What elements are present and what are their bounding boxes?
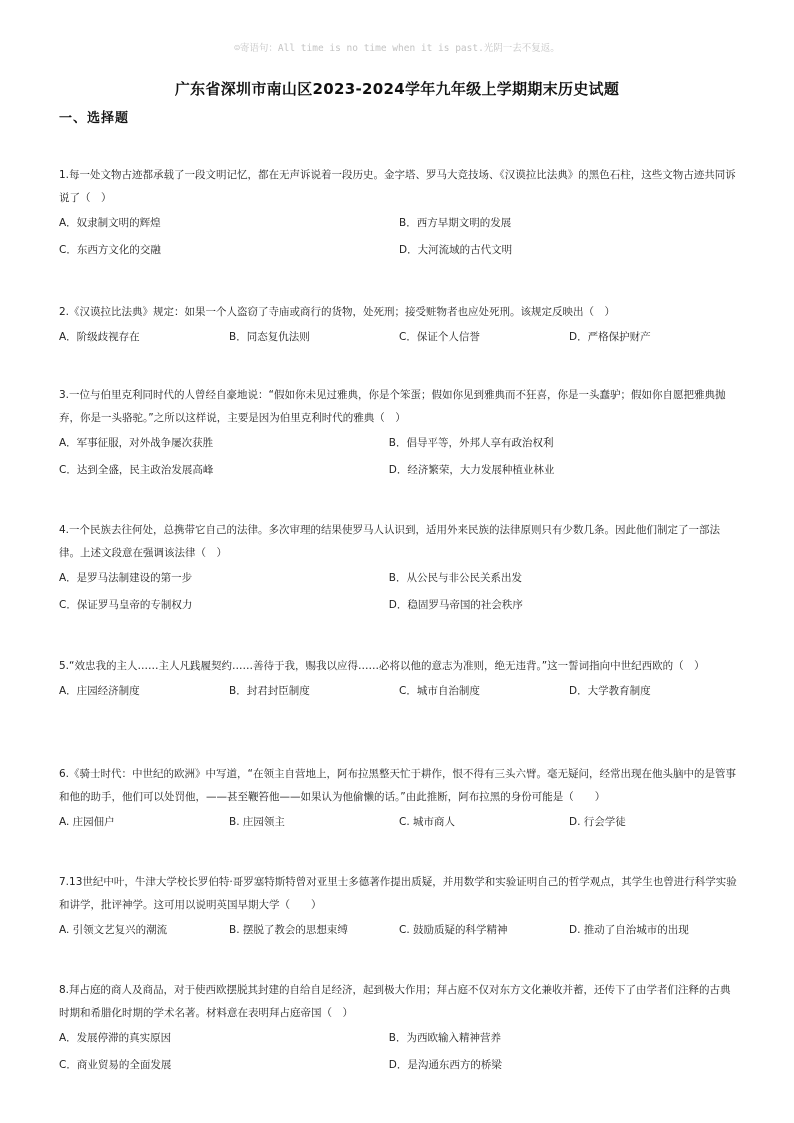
watermark: ☺寄语句：All time is no time when it is past.光阴一去不复返。	[234, 43, 560, 54]
option-a[interactable]: A．军事征服，对外战争屡次获胜	[59, 437, 214, 449]
option-c[interactable]: C．商业贸易的全面发展	[59, 1059, 172, 1071]
option-b[interactable]: B．为西欧输入精神营养	[388, 1032, 501, 1044]
option-a[interactable]: A．奴隶制文明的辉煌	[59, 217, 161, 229]
option-d[interactable]: D．稳固罗马帝国的社会秩序	[388, 599, 523, 611]
option-d[interactable]: D．经济繁荣，大力发展种植业林业	[388, 464, 555, 476]
option-d[interactable]: D．是沟通东西方的桥梁	[388, 1059, 502, 1071]
question-stem: 3.一位与伯里克利同时代的人曾经自豪地说：“假如你未见过雅典，你是个笨蛋；假如你见到雅典而不狂喜，你是一头蠢驴；假如你自愿把雅典抛弃，你是一头骆驼。”之所以这样说，主要是因为伯里克利时代的雅典（ ）	[59, 389, 726, 424]
option-d[interactable]: D．严格保护财产	[569, 331, 651, 343]
options	[59, 684, 739, 711]
option-c[interactable]: C．达到全盛，民主政治发展高峰	[59, 464, 214, 476]
option-b[interactable]: B. 庄园领主	[229, 816, 285, 828]
options	[59, 1031, 739, 1085]
question-4	[59, 519, 739, 625]
option-b[interactable]: B．倡导平等，外邦人享有政治权利	[388, 437, 554, 449]
option-a[interactable]: A．是罗马法制建设的第一步	[59, 572, 193, 584]
option-a[interactable]: A. 庄园佃户	[59, 816, 115, 828]
options	[59, 815, 739, 842]
question-1	[59, 164, 739, 270]
question-stem: 5.“效忠我的主人……主人凡践履契约……善待于我，赐我以应得……必将以他的意志为准则，绝无违背。”这一誓词指向中世纪西欧的（ ）	[59, 660, 705, 672]
question-3	[59, 384, 739, 490]
section-heading: 一、选择题	[59, 111, 130, 126]
question-8	[59, 979, 739, 1085]
option-c[interactable]: C．保证罗马皇帝的专制权力	[59, 599, 193, 611]
option-c[interactable]: C. 鼓励质疑的科学精神	[399, 924, 508, 936]
option-b[interactable]: B. 摆脱了教会的思想束缚	[229, 924, 348, 936]
options	[59, 923, 739, 950]
option-d[interactable]: D. 推动了自治城市的出现	[569, 924, 689, 936]
options	[59, 571, 739, 625]
option-a[interactable]: A．阶级歧视存在	[59, 331, 140, 343]
option-c[interactable]: C．保证个人信誉	[399, 331, 480, 343]
question-stem: 4.一个民族去往何处，总携带它自己的法律。多次审理的结果使罗马人认识到，适用外来民族的法律原则只有少数几条。因此他们制定了一部法律。上述文段意在强调该法律（ ）	[59, 524, 721, 559]
options	[59, 436, 739, 490]
option-b[interactable]: B．封君封臣制度	[229, 685, 310, 697]
option-b[interactable]: B．同态复仇法则	[229, 331, 310, 343]
page-title: 广东省深圳市南山区2023-2024学年九年级上学期期末历史试题	[174, 80, 620, 98]
options	[59, 216, 739, 270]
option-b[interactable]: B．从公民与非公民关系出发	[388, 572, 522, 584]
question-2	[59, 301, 739, 357]
option-c[interactable]: C．城市自治制度	[399, 685, 480, 697]
option-b[interactable]: B．西方早期文明的发展	[399, 217, 512, 229]
question-stem: 8.拜占庭的商人及商品，对于使西欧摆脱其封建的自给自足经济，起到极大作用；拜占庭不仅对东方文化兼收并蓄，还传下了由学者们注释的古典时期和希腊化时期的学术名著。材料意在表明拜占庭帝国（ ）	[59, 984, 731, 1019]
question-stem: 1.每一处文物古迹都承载了一段文明记忆，都在无声诉说着一段历史。金字塔、罗马大竞技场、《汉谟拉比法典》的黑色石柱，这些文物古迹共同诉说了（ ）	[59, 169, 736, 204]
question-5	[59, 655, 739, 711]
option-a[interactable]: A. 引领文艺复兴的潮流	[59, 924, 168, 936]
options	[59, 330, 739, 357]
question-stem: 2.《汉谟拉比法典》规定：如果一个人盗窃了寺庙或商行的货物，处死刑；接受赃物者也应处死刑。该规定反映出（ ）	[59, 306, 616, 318]
option-d[interactable]: D．大学教育制度	[569, 685, 651, 697]
option-c[interactable]: C．东西方文化的交融	[59, 244, 161, 256]
question-7	[59, 871, 739, 950]
question-6	[59, 763, 739, 842]
option-d[interactable]: D. 行会学徒	[569, 816, 626, 828]
option-d[interactable]: D．大河流域的古代文明	[399, 244, 513, 256]
option-a[interactable]: A．发展停滞的真实原因	[59, 1032, 172, 1044]
option-a[interactable]: A．庄园经济制度	[59, 685, 140, 697]
question-stem: 6.《骑士时代：中世纪的欧洲》中写道，“在领主自营地上，阿布拉黑整天忙于耕作，恨不得有三头六臂。毫无疑问，经常出现在他头脑中的是管事和他的助手，他们可以处罚他，——甚至鞭笞他——如果认为他偷懒的话。”由此推断，阿布拉黑的身份可能是（ ）	[59, 768, 736, 803]
question-stem: 7.13世纪中叶，牛津大学校长罗伯特·哥罗塞特斯特曾对亚里士多德著作提出质疑，并用数学和实验证明自己的哲学观点，其学生也曾进行科学实验和讲学，批评神学。这可用以说明英国早期大学（ ）	[59, 876, 737, 911]
option-c[interactable]: C. 城市商人	[399, 816, 456, 828]
